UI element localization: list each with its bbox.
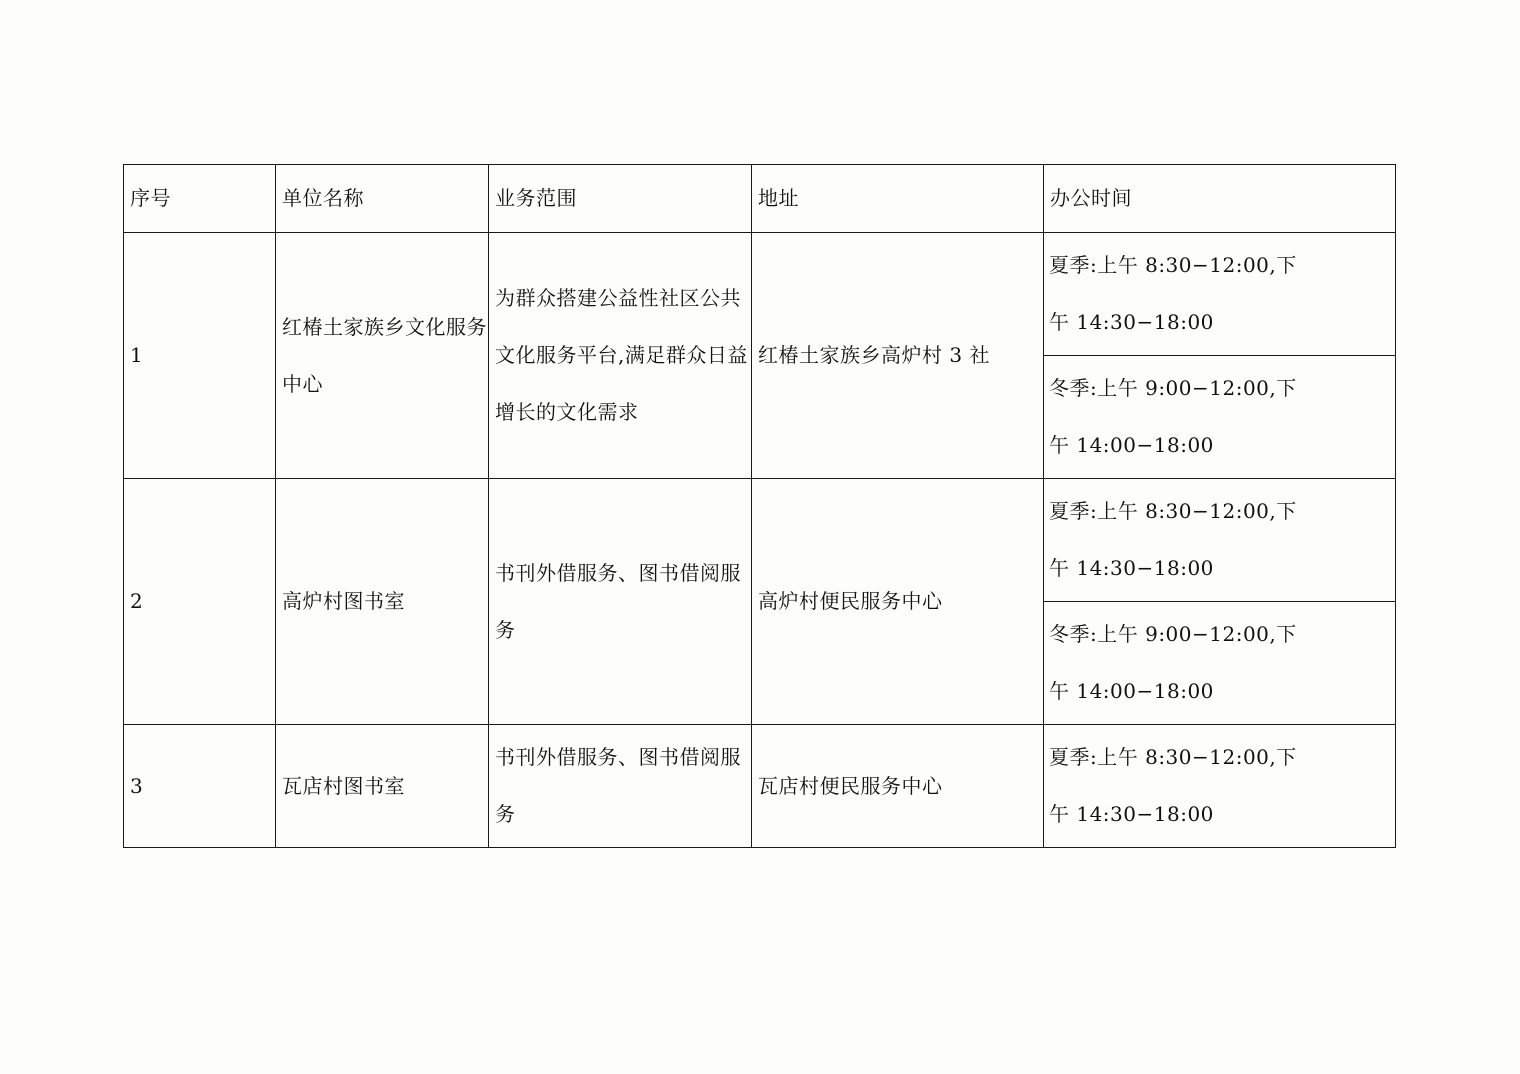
row-index: 1 [124,233,276,479]
row-unit-name: 高炉村图书室 [276,479,489,725]
row-hours-summer: 夏季:上午 8:30−12:00,下午 14:30−18:00 [1044,233,1396,356]
row-index: 2 [124,479,276,725]
row-address: 红椿土家族乡高炉村 3 社 [752,233,1044,479]
table-row [124,479,1396,602]
header-business-scope: 业务范围 [489,165,752,233]
row-address: 高炉村便民服务中心 [752,479,1044,725]
header-office-hours: 办公时间 [1044,165,1396,233]
row-hours-summer: 夏季:上午 8:30−12:00,下午 14:30−18:00 [1044,479,1396,602]
table-row [124,233,1396,356]
table-header-row [124,165,1396,233]
row-business-scope: 书刊外借服务、图书借阅服务 [489,479,752,725]
row-unit-name: 红椿土家族乡文化服务中心 [276,233,489,479]
header-address: 地址 [752,165,1044,233]
row-address: 瓦店村便民服务中心 [752,725,1044,848]
table-row [124,725,1396,848]
row-hours-summer: 夏季:上午 8:30−12:00,下午 14:30−18:00 [1044,725,1396,848]
row-business-scope: 书刊外借服务、图书借阅服务 [489,725,752,848]
header-unit-name: 单位名称 [276,165,489,233]
row-hours-winter: 冬季:上午 9:00−12:00,下午 14:00−18:00 [1044,356,1396,479]
row-hours-winter: 冬季:上午 9:00−12:00,下午 14:00−18:00 [1044,602,1396,725]
row-index: 3 [124,725,276,848]
row-unit-name: 瓦店村图书室 [276,725,489,848]
service-units-table [123,164,1396,848]
header-index: 序号 [124,165,276,233]
row-business-scope: 为群众搭建公益性社区公共文化服务平台,满足群众日益增长的文化需求 [489,233,752,479]
